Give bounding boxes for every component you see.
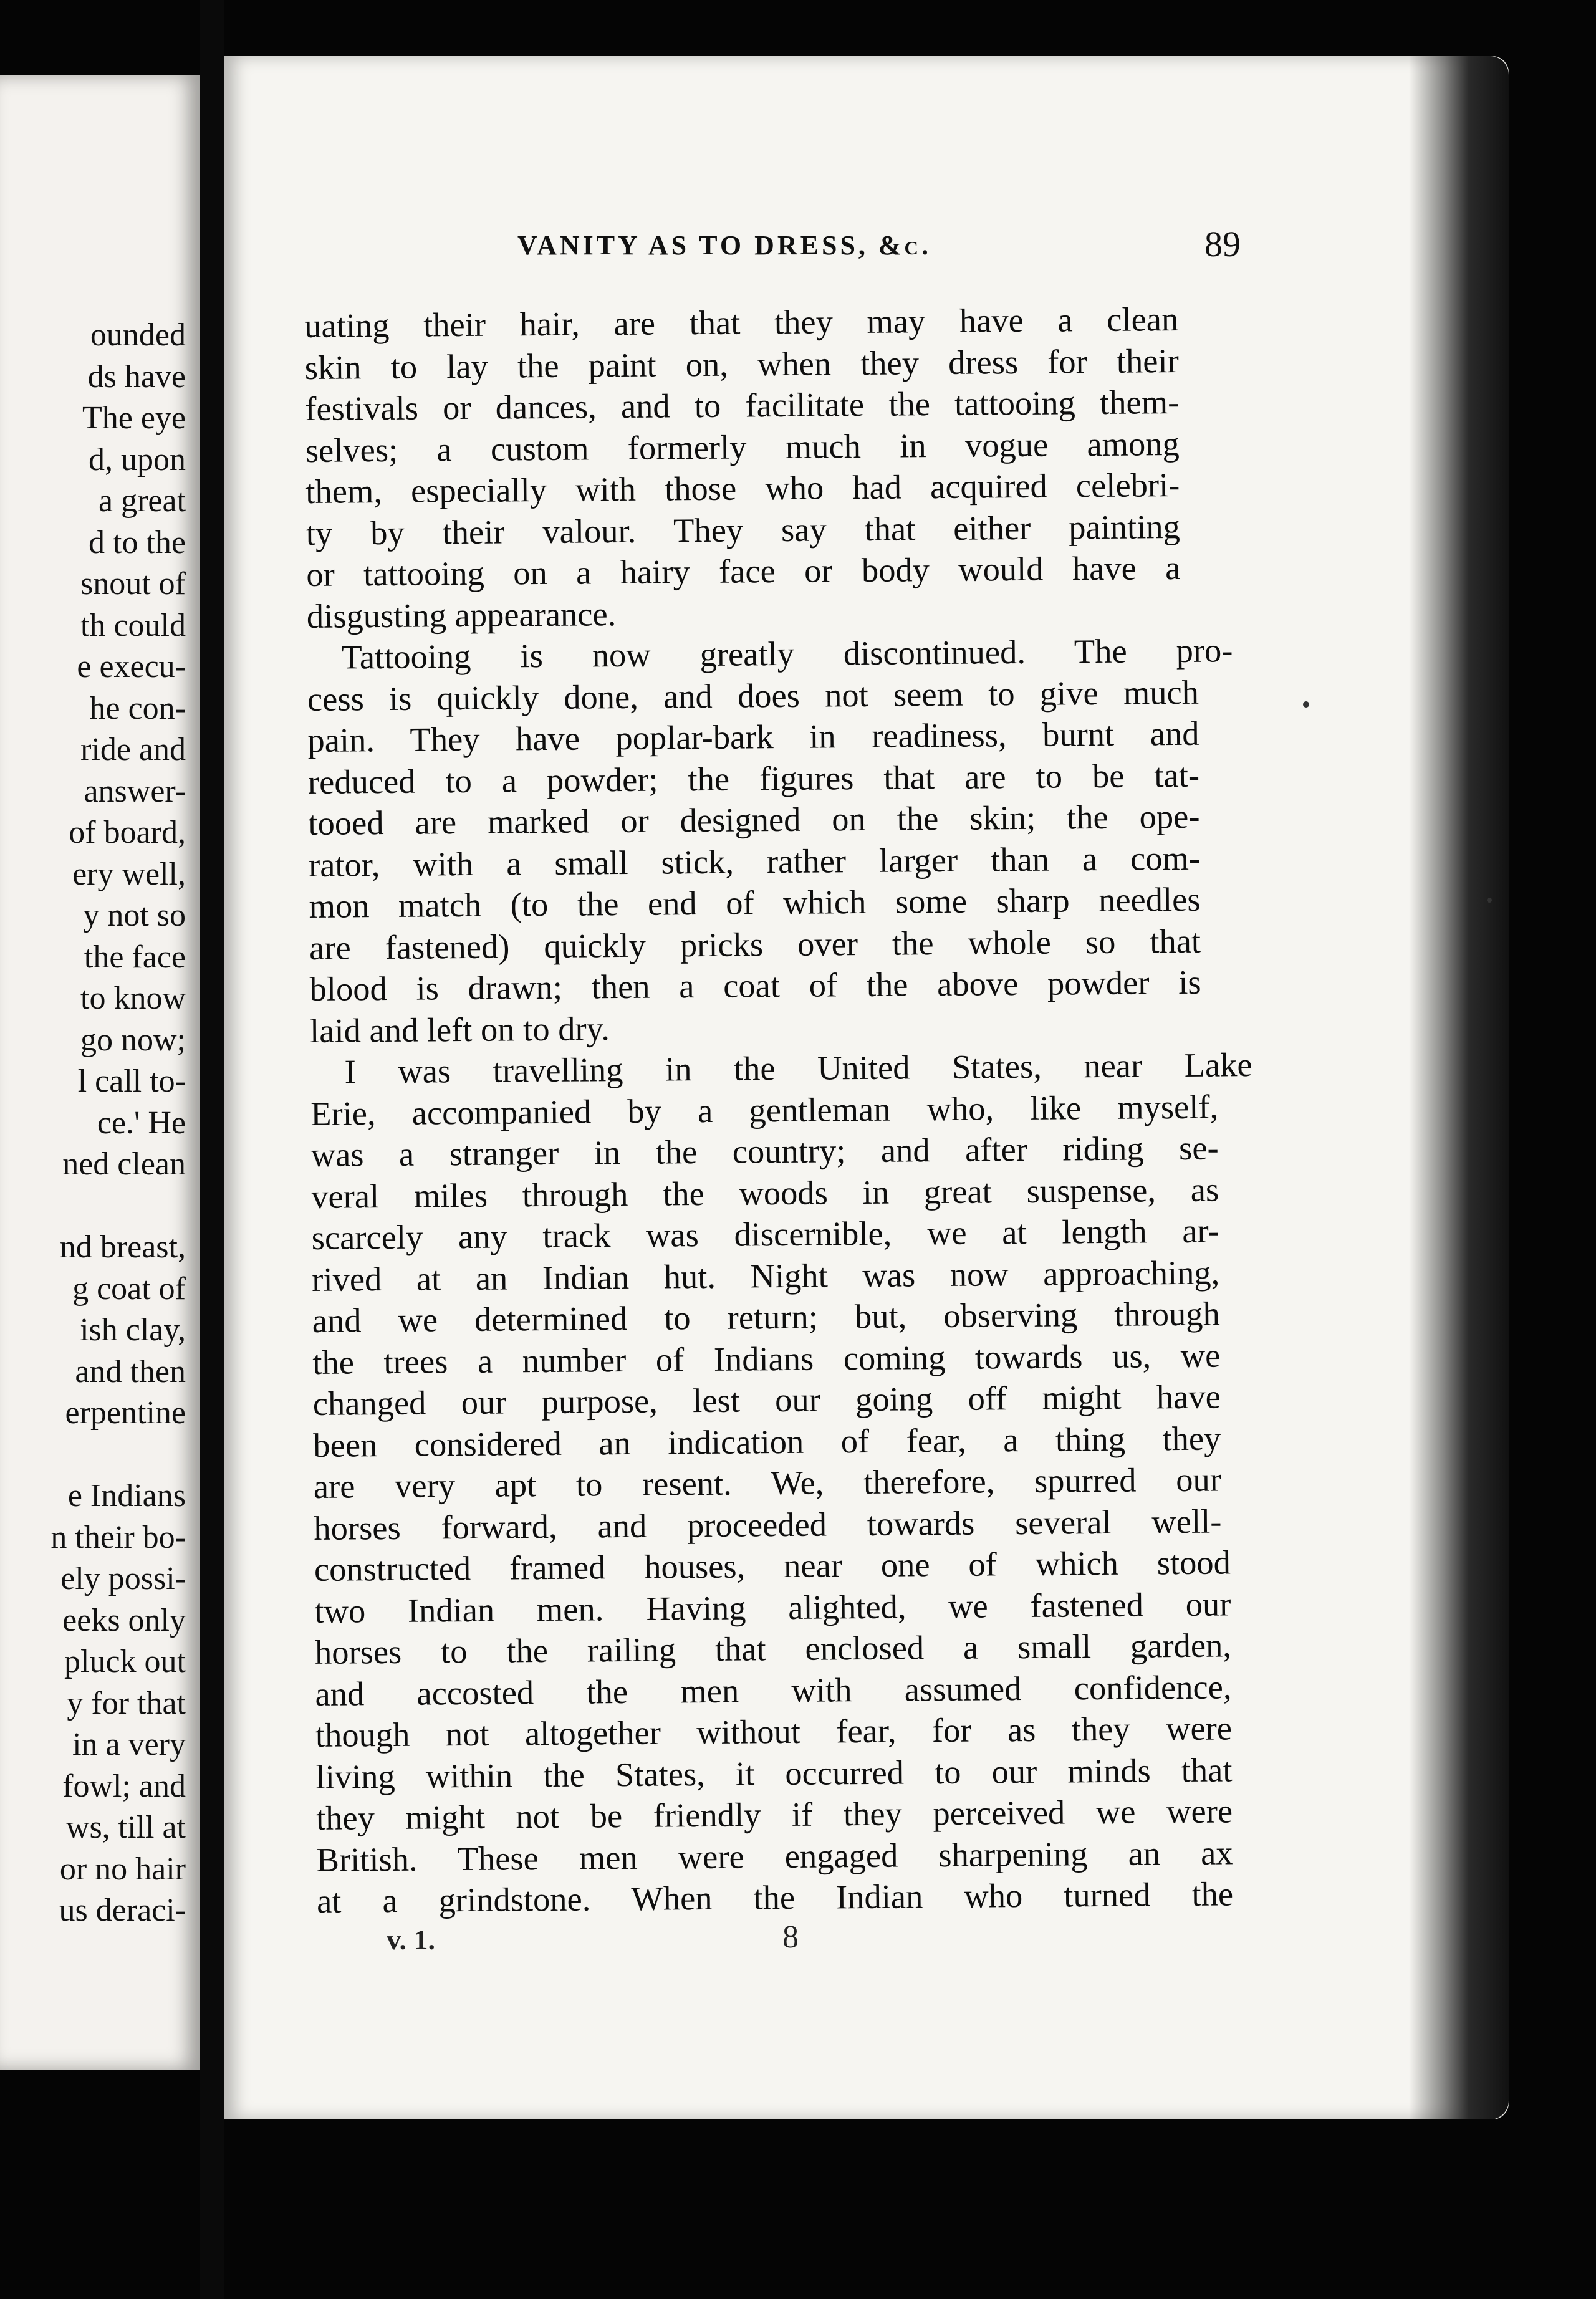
facing-page-line: in a very xyxy=(72,1727,186,1762)
text-line: they might not be friendly if they perceived we were xyxy=(315,1792,1233,1837)
text-line: blood is drawn; then a coat of the above powder is xyxy=(309,962,1201,1008)
facing-page-line: The eye xyxy=(82,400,186,436)
signature-number: 8 xyxy=(782,1919,799,1955)
text-line: was a stranger in the country; and after riding se- xyxy=(310,1128,1219,1174)
text-line: horses forward, and proceeded towards several well- xyxy=(314,1502,1222,1547)
text-line: festivals or dances, and to facilitate the tattooing them- xyxy=(305,382,1180,428)
text-line: and we determined to return; but, observing through xyxy=(312,1294,1220,1340)
ink-speck xyxy=(1487,898,1492,903)
facing-page-line: y not so xyxy=(83,898,186,933)
facing-page-line: us deraci- xyxy=(59,1893,186,1928)
facing-page-line: of board, xyxy=(69,815,186,850)
text-line: living within the States, it occurred to our minds that xyxy=(315,1750,1233,1796)
text-line: disgusting appearance. xyxy=(306,594,617,635)
text-line: mon match (to the end of which some sharp needles xyxy=(309,880,1201,925)
facing-page-line: d, upon xyxy=(89,441,186,478)
page-number: 89 xyxy=(1204,224,1241,264)
text-line: skin to lay the paint on, when they dress for their xyxy=(304,341,1179,386)
facing-page-fragment xyxy=(0,75,200,2070)
text-line: ty by their valour. They say that either painting xyxy=(305,507,1181,552)
facing-page-line: and then xyxy=(75,1353,186,1389)
text-line: veral miles through the woods in great suspense, as xyxy=(310,1170,1219,1216)
text-line: two Indian men. Having alighted, we fastened our xyxy=(314,1584,1231,1630)
facing-page-line: g coat of xyxy=(72,1270,186,1307)
page-edge-shadow xyxy=(1409,56,1509,2119)
ink-speck xyxy=(1303,701,1309,708)
text-line: British. These men were engaged sharpening an ax xyxy=(316,1833,1233,1879)
text-line: Erie, accompanied by a gentleman who, like myself, xyxy=(310,1087,1219,1133)
facing-page-line: to know xyxy=(80,981,186,1016)
facing-page-line: ish clay, xyxy=(80,1312,186,1348)
text-line: at a grindstone. When the Indian who turned the xyxy=(316,1874,1234,1920)
running-head: VANITY AS TO DRESS, &c. xyxy=(517,230,931,261)
facing-page-line: fowl; and xyxy=(62,1768,186,1804)
signature-mark: v. 1. xyxy=(387,1924,435,1956)
facing-page-line: ounded xyxy=(90,317,186,353)
text-line: I was travelling in the United States, near Lake xyxy=(344,1045,1252,1091)
facing-page-line: go now; xyxy=(80,1022,186,1058)
text-line: changed our purpose, lest our going off might have xyxy=(312,1377,1221,1423)
text-line: them, especially with those who had acquired celebri- xyxy=(305,465,1180,511)
text-line: are fastened) quickly pricks over the whole so that xyxy=(309,921,1201,967)
text-line: selves; a custom formerly much in vogue among xyxy=(305,424,1180,469)
facing-page-line: nd breast, xyxy=(59,1229,186,1265)
facing-page-line: pluck out xyxy=(64,1644,186,1679)
text-line: Tattooing is now greatly discontinued. The pro- xyxy=(341,631,1233,676)
facing-page-line: a great xyxy=(98,483,186,519)
facing-page-line: ds have xyxy=(87,358,186,395)
facing-page-line: ned clean xyxy=(62,1146,186,1182)
facing-page-line: n their bo- xyxy=(50,1519,186,1555)
text-line: been considered an indication of fear, a thing they xyxy=(313,1419,1221,1464)
text-line: or tattooing on a hairy face or body would have a xyxy=(306,548,1181,593)
facing-page-line: he con- xyxy=(89,690,186,726)
facing-page-line: d to the xyxy=(89,524,186,560)
book-gutter xyxy=(200,0,224,2299)
text-line: cess is quickly done, and does not seem to give much xyxy=(307,673,1199,718)
facing-page-line: eeks only xyxy=(62,1602,186,1638)
text-line: pain. They have poplar-bark in readiness, burnt and xyxy=(307,714,1199,759)
text-line: tooed are marked or designed on the skin; the ope- xyxy=(308,797,1200,842)
text-line: and accosted the men with assumed confidence, xyxy=(315,1667,1232,1713)
text-line: constructed framed houses, near one of which stood xyxy=(314,1543,1231,1588)
text-line: though not altogether without fear, for as they were xyxy=(315,1709,1233,1754)
text-line: are very apt to resent. We, therefore, spurred our xyxy=(313,1460,1222,1505)
facing-page-line: ce.' He xyxy=(97,1105,186,1141)
facing-page-line: ride and xyxy=(80,732,186,767)
facing-page-line: snout of xyxy=(80,566,186,602)
text-line: laid and left on to dry. xyxy=(309,1009,610,1050)
facing-page-line: e Indians xyxy=(67,1478,186,1514)
page-header xyxy=(517,223,1241,273)
facing-page-line: erpentine xyxy=(65,1395,186,1431)
facing-page-line: the face xyxy=(84,939,186,975)
text-line: rator, with a small stick, rather larger than a com- xyxy=(308,838,1201,884)
facing-page-line: th could xyxy=(80,607,186,643)
facing-page-line: ely possi- xyxy=(60,1561,186,1596)
facing-page-line: or no hair xyxy=(59,1851,186,1887)
text-line: uating their hair, are that they may have a clean xyxy=(304,299,1179,345)
facing-page-line: e execu- xyxy=(77,649,186,684)
facing-page-line: ws, till at xyxy=(65,1810,186,1845)
text-line: rived at an Indian hut. Night was now approaching, xyxy=(312,1253,1220,1298)
facing-page-line: ery well, xyxy=(72,856,186,892)
text-line: reduced to a powder; the figures that are to be tat- xyxy=(307,756,1200,801)
body-text xyxy=(304,298,1252,1922)
text-line: the trees a number of Indians coming towards us, we xyxy=(312,1336,1221,1381)
text-line: horses to the railing that enclosed a small garden, xyxy=(314,1626,1232,1671)
facing-page-line: y for that xyxy=(67,1685,186,1721)
facing-page-line: l call to- xyxy=(77,1063,186,1099)
facing-page-line: answer- xyxy=(84,773,186,809)
text-line: scarcely any track was discernible, we at length ar- xyxy=(311,1211,1219,1257)
